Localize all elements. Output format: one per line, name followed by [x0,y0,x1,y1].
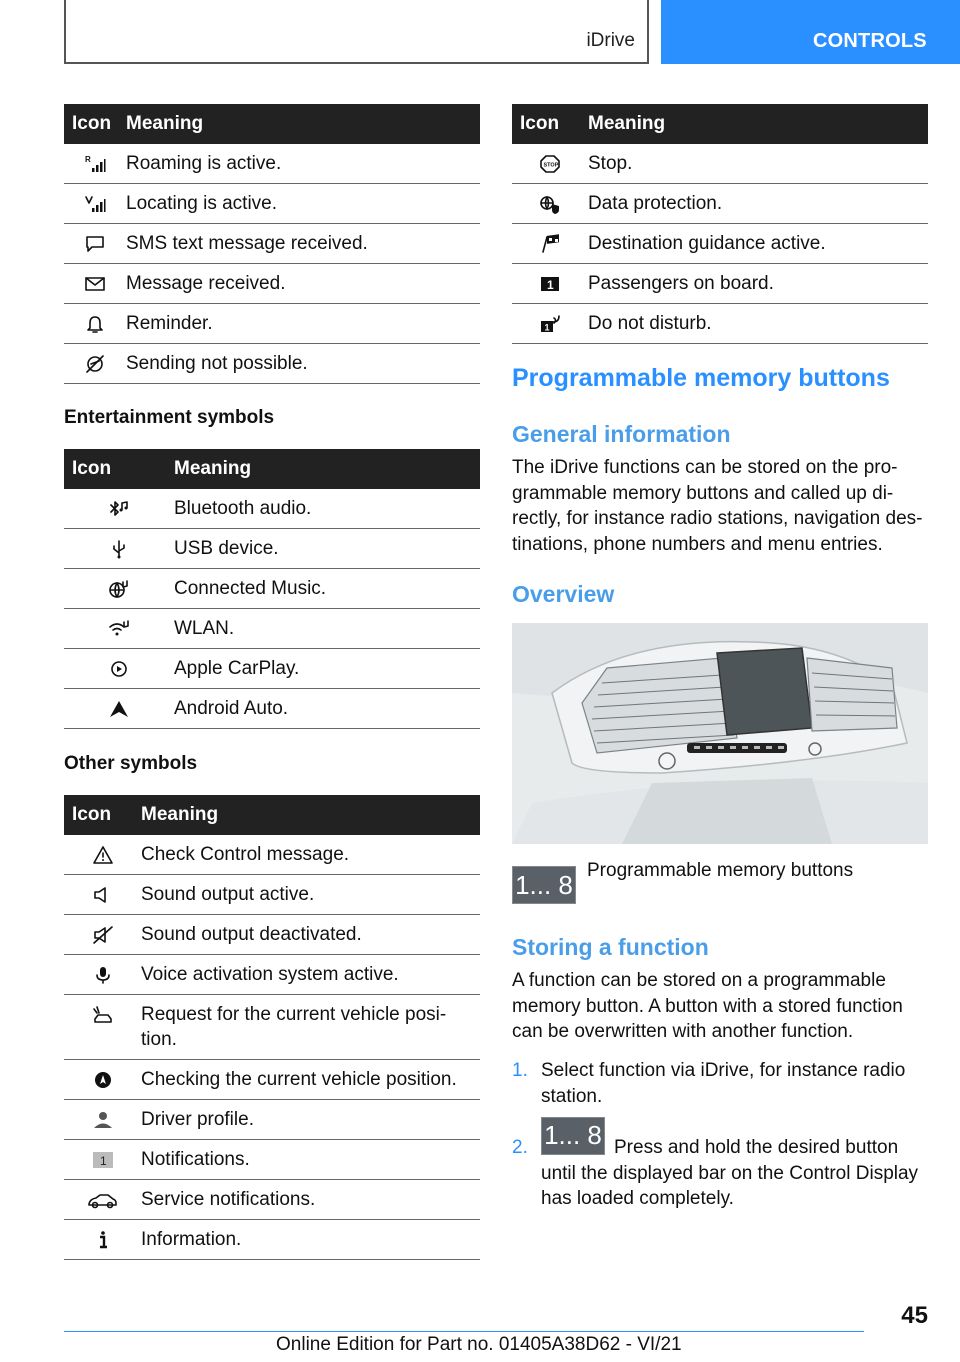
table-row [64,875,480,915]
col-icon-header: Icon [72,804,112,825]
bluetooth-audio-icon-glyph [108,499,130,519]
info-icon [64,1227,141,1252]
row-meaning: Stop. [588,153,633,174]
row-meaning: Bluetooth audio. [174,498,312,519]
table-row [64,995,480,1060]
storing-text: A function can be stored on a programmable memory button. A button with a stored function can be overwritten with another function. [512,970,903,1042]
do-not-disturb-icon-glyph [539,314,561,334]
table-row [64,649,480,689]
col-icon-header: Icon [520,113,560,134]
table-row [64,224,480,264]
row-meaning: Sound output deactivated. [141,924,362,945]
row-meaning: Reminder. [126,313,213,334]
row-meaning: Destination guidance active. [588,233,826,254]
memory-buttons-badge: 1... 8 [512,866,576,904]
driver-profile-icon-glyph [92,1110,114,1130]
notification-badge-icon [64,1147,141,1172]
header-section-box [64,0,649,64]
table-header [64,449,480,489]
table-row [512,304,928,344]
col-icon-header: Icon [72,113,112,134]
notification-badge-icon-glyph [92,1150,114,1170]
table-row [64,1180,480,1220]
data-protection-icon-glyph [539,194,561,214]
overview-heading: Overview [512,581,615,607]
sending-not-possible-icon-glyph [84,354,106,374]
section-title: Programmable memory buttons [512,364,890,392]
storing-heading: Storing a function [512,934,709,960]
table-row [64,489,480,529]
vehicle-position-request-icon [64,1002,141,1027]
do-not-disturb-icon [512,311,588,336]
table-row [64,344,480,384]
table-row [512,224,928,264]
general-info-text: The iDrive functions can be stored on the pro-grammable memory buttons and called up di-rectly, for instance radio stations, navigation des-tinations, phone numbers and menu entries. [512,457,923,555]
table-header [512,104,928,144]
svg-text:STOP: STOP [543,162,559,168]
stop-icon [512,151,588,176]
step-text: Select function via iDrive, for instance radio station. [541,1060,906,1107]
speaker-icon-glyph [92,885,114,905]
row-meaning: Android Auto. [174,698,289,719]
table-row [64,1140,480,1180]
car-service-icon-glyph [88,1190,118,1210]
row-meaning: Request for the current vehicle posi- tion. [141,1004,447,1050]
header-chapter-tab [661,0,960,64]
col-meaning-header: Meaning [588,113,666,134]
sending-not-possible-icon [64,351,126,376]
entertainment-heading: Entertainment symbols [64,407,275,428]
col-meaning-header: Meaning [141,804,219,825]
row-meaning: Locating is active. [126,193,278,214]
carplay-icon [64,656,174,681]
stop-icon-glyph [539,154,561,174]
table-row [64,1220,480,1260]
row-meaning: Do not disturb. [588,313,712,334]
table-row [512,144,928,184]
row-meaning: Notifications. [141,1149,250,1170]
microphone-icon [64,962,141,987]
connected-music-icon [64,576,174,601]
row-meaning: Service notifications. [141,1189,316,1210]
destination-flag-icon [512,231,588,256]
bell-icon-glyph [84,314,106,334]
android-auto-icon [64,696,174,721]
col-icon-header: Icon [72,458,112,479]
page-number: 45 [901,1302,928,1329]
table-row [64,1100,480,1140]
svg-text:1: 1 [99,1153,107,1168]
passengers-icon [512,271,588,296]
step-1 [512,1058,932,1109]
speaker-muted-icon [64,922,141,947]
row-meaning: Passengers on board. [588,273,774,294]
other-symbols-table [64,795,480,1260]
table-row [64,689,480,729]
envelope-icon [64,271,126,296]
warning-triangle-icon-glyph [92,845,114,865]
microphone-icon-glyph [92,965,114,985]
roaming-signal-icon [64,151,126,176]
col-meaning-header: Meaning [174,458,252,479]
table-row [64,915,480,955]
speaker-muted-icon-glyph [92,925,114,945]
row-meaning: Roaming is active. [126,153,282,174]
navigation-check-icon-glyph [92,1070,114,1090]
svg-text:R: R [85,154,91,164]
table-header [64,795,480,835]
row-meaning: WLAN. [174,618,235,639]
table-row [64,264,480,304]
header-chapter-title: CONTROLS [813,30,927,52]
destination-flag-icon-glyph [539,234,561,254]
figure-caption: Programmable memory buttons [587,860,854,881]
memory-buttons-badge: 1... 8 [541,1117,605,1155]
android-auto-icon-glyph [108,699,130,719]
table-row [64,529,480,569]
row-meaning: Voice activation system active. [141,964,399,985]
connected-music-icon-glyph [108,579,130,599]
row-meaning: Information. [141,1229,242,1250]
sms-bubble-icon [64,231,126,256]
row-meaning: Checking the current vehicle position. [141,1069,457,1090]
wlan-icon [64,616,174,641]
row-meaning: Sound output active. [141,884,315,905]
dashboard-memory-buttons-illustration [512,623,928,844]
table-row [64,569,480,609]
roaming-signal-icon-glyph [84,154,106,174]
driver-profile-icon [64,1107,141,1132]
bell-icon [64,311,126,336]
data-protection-icon [512,191,588,216]
table-row [64,835,480,875]
row-meaning: SMS text message received. [126,233,368,254]
usb-icon-glyph [108,539,130,559]
passengers-icon-glyph [539,274,561,294]
vehicle-position-request-icon-glyph [92,1005,114,1025]
header-section-title: iDrive [586,30,635,51]
entertainment-symbols-table [64,449,480,729]
wlan-icon-glyph [108,619,130,639]
carplay-icon-glyph [108,659,130,679]
row-meaning: Message received. [126,273,286,294]
bluetooth-audio-icon [64,496,174,521]
row-meaning: Driver profile. [141,1109,254,1130]
status-symbols-table [512,104,928,344]
locating-signal-icon [64,191,126,216]
table-row [64,955,480,995]
table-row [64,144,480,184]
dashboard-illustration-image [512,623,928,844]
usb-icon [64,536,174,561]
step-number: 2. [512,1137,528,1158]
step-number: 1. [512,1060,528,1081]
navigation-check-icon [64,1067,141,1092]
row-meaning: Apple CarPlay. [174,658,300,679]
speaker-icon [64,882,141,907]
table-row [64,304,480,344]
general-info-heading: General information [512,421,731,447]
locating-signal-icon-glyph [84,194,106,214]
footer-edition: Online Edition for Part no. 01405A38D62 - VI/21 [276,1334,682,1355]
sms-bubble-icon-glyph [84,234,106,254]
row-meaning: Check Control message. [141,844,350,865]
row-meaning: USB device. [174,538,279,559]
table-row [64,1060,480,1100]
table-row [64,184,480,224]
other-symbols-heading: Other symbols [64,753,198,774]
row-meaning: Data protection. [588,193,723,214]
table-row [64,609,480,649]
row-meaning: Sending not possible. [126,353,308,374]
warning-triangle-icon [64,842,141,867]
svg-text:1: 1 [544,322,550,332]
table-row [512,184,928,224]
info-icon-glyph [92,1230,114,1250]
phone-symbols-table [64,104,480,384]
svg-text:1: 1 [547,277,554,292]
step-2-text: Press and hold the desired button until the displayed bar on the Control Display has loaded completely. [541,1137,919,1209]
car-service-icon [64,1187,141,1212]
footer-rule [64,1331,864,1332]
col-meaning-header: Meaning [126,113,204,134]
table-row [512,264,928,304]
envelope-icon-glyph [84,274,106,294]
row-meaning: Connected Music. [174,578,327,599]
table-header [64,104,480,144]
